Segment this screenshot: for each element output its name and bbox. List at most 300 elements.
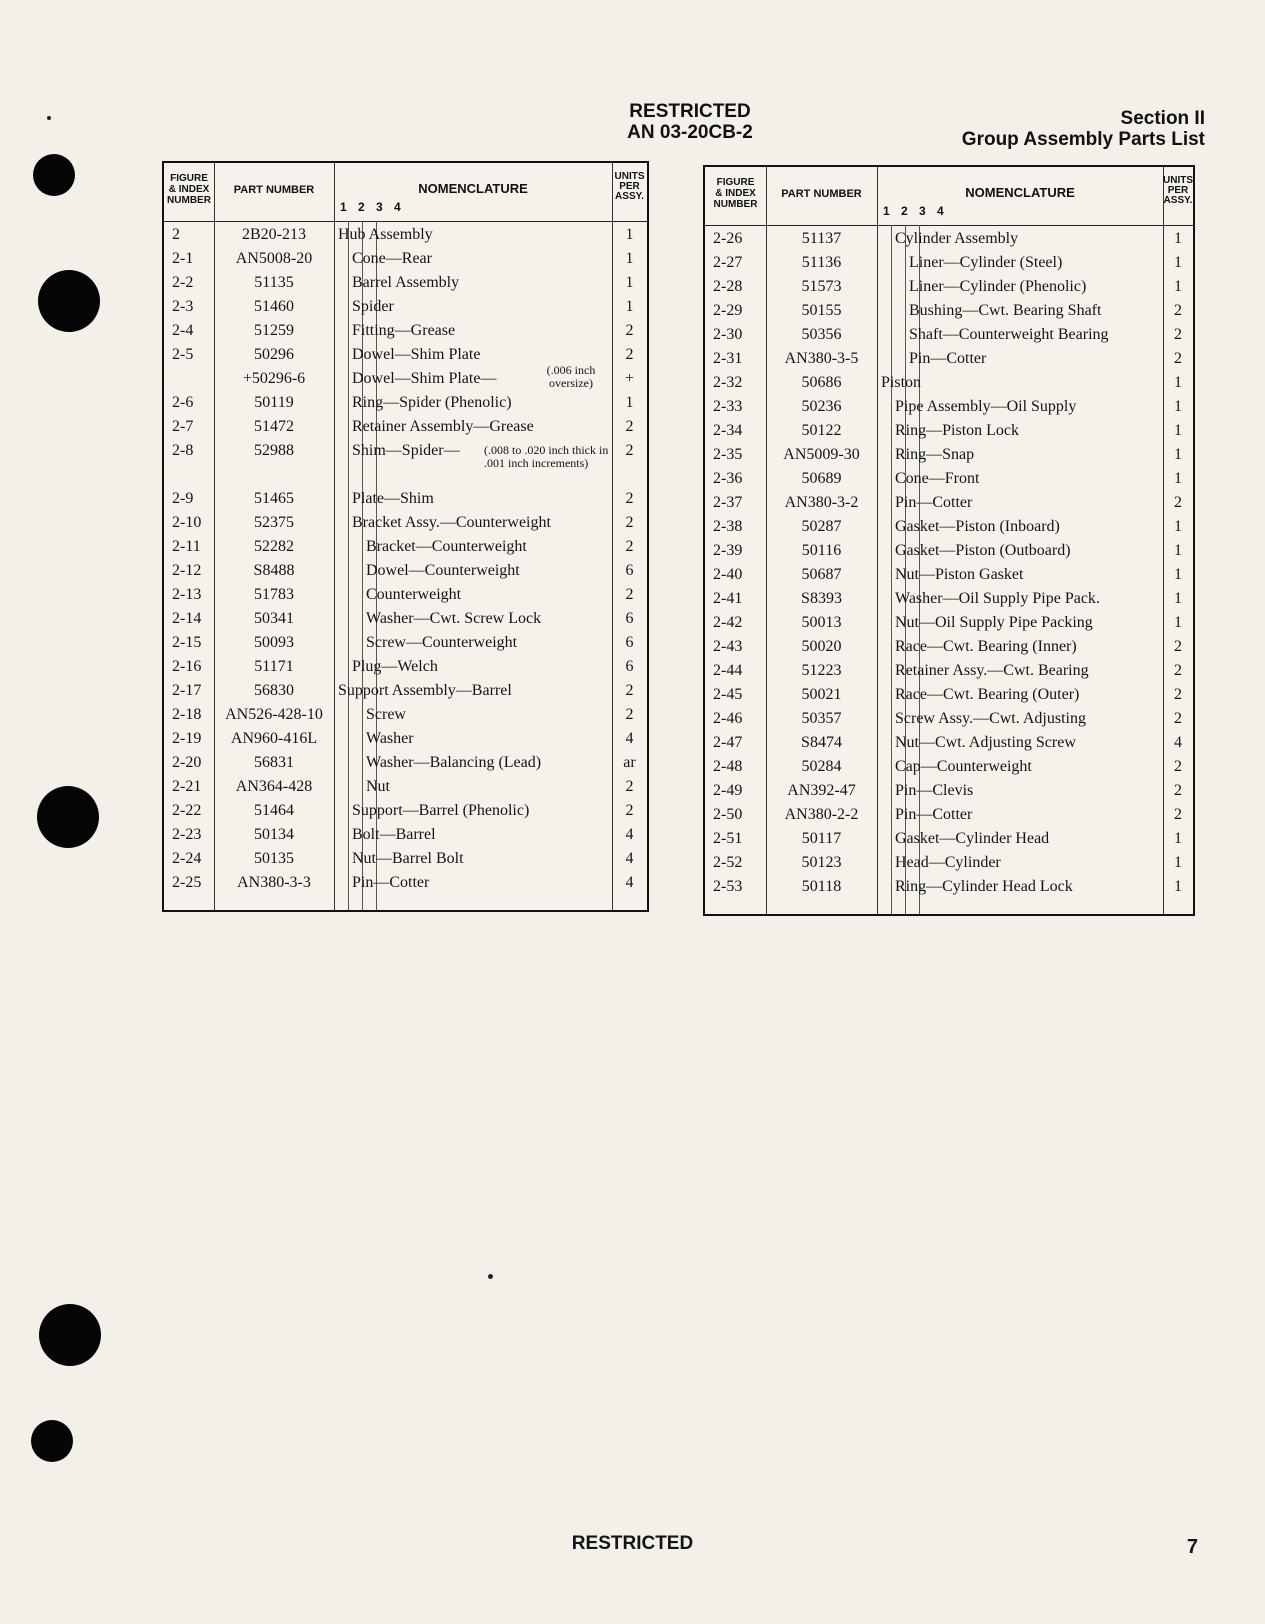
units-per-assembly-cell: 1 — [1174, 422, 1182, 439]
table-row — [705, 275, 1193, 299]
nomenclature-text: Spider — [352, 298, 394, 315]
figure-index-cell — [172, 367, 212, 391]
nomenclature-header: NOMENCLATURE — [965, 185, 1075, 200]
nomenclature-text: Screw—Counterweight — [366, 634, 518, 651]
binder-hole-2 — [38, 270, 100, 332]
figure-index-cell: 2-19 — [172, 730, 202, 747]
figure-index-cell: 2-22 — [172, 802, 202, 819]
nomenclature-note: (.006 inch oversize) — [546, 363, 596, 390]
nomenclature-cell — [352, 871, 429, 895]
units-per-assembly-cell: 2 — [1174, 782, 1182, 799]
nomenclature-cell — [352, 367, 496, 391]
part-number-cell: S8393 — [801, 590, 842, 607]
figure-index-cell: 2-53 — [713, 878, 743, 895]
nomenclature-cell — [352, 487, 434, 511]
nomenclature-cell — [895, 635, 1077, 659]
table-row — [705, 251, 1193, 275]
nomenclature-text: Cone—Rear — [352, 250, 432, 267]
nomenclature-cell — [895, 419, 1019, 443]
nomenclature-cell — [895, 563, 1023, 587]
units-per-assembly-cell: 1 — [625, 226, 634, 243]
part-number-cell: 51259 — [254, 322, 294, 339]
figure-index-cell: 2-50 — [713, 806, 743, 823]
table-row — [705, 419, 1193, 443]
units-per-assembly-cell: 1 — [1174, 590, 1182, 607]
nomenclature-cell — [352, 799, 529, 823]
figure-index-cell: 2-4 — [172, 322, 194, 339]
table-row — [164, 679, 647, 703]
nomenclature-cell — [895, 875, 1073, 899]
units-per-assembly-cell: 2 — [625, 514, 634, 531]
part-number-cell: 50116 — [801, 542, 842, 559]
nomenclature-text: Pipe Assembly—Oil Supply — [895, 398, 1077, 415]
table-row — [705, 803, 1193, 827]
header-text-line: NUMBER — [713, 199, 758, 210]
part-number-cell: 50021 — [801, 686, 842, 703]
units-per-assembly-cell: 2 — [625, 586, 634, 603]
units-per-assembly-cell: 4 — [625, 826, 634, 843]
part-number-cell: 51135 — [254, 274, 294, 291]
nomenclature-cell — [909, 347, 986, 371]
figure-index-cell: 2-51 — [713, 830, 743, 847]
table-row — [164, 487, 647, 511]
figure-index-cell: 2-29 — [713, 302, 743, 319]
units-per-assembly-cell: 6 — [625, 658, 634, 675]
nomenclature-text: Cone—Front — [895, 470, 980, 487]
nomenclature-text: Cylinder Assembly — [895, 230, 1019, 247]
table-row — [164, 247, 647, 271]
nomenclature-text: Pin—Clevis — [895, 782, 974, 799]
units-per-assembly-cell: 1 — [1174, 542, 1182, 559]
part-number-cell: 52988 — [254, 442, 294, 459]
units-per-assembly-cell: 1 — [1174, 854, 1182, 871]
nomenclature-cell — [895, 491, 972, 515]
part-number-cell: AN380-3-3 — [237, 874, 311, 891]
page-number: 7 — [1186, 1536, 1198, 1558]
part-number-cell: 50341 — [254, 610, 294, 627]
figure-index-cell: 2-5 — [172, 346, 194, 363]
part-number-cell: 56830 — [254, 682, 294, 699]
nomenclature-text: Washer—Balancing (Lead) — [366, 754, 542, 771]
part-number-cell: 50119 — [254, 394, 294, 411]
figure-index-cell: 2-34 — [713, 422, 743, 439]
table-row — [705, 707, 1193, 731]
nomenclature-text: Bracket Assy.—Counterweight — [352, 514, 551, 531]
table-row — [164, 391, 647, 415]
table-row — [705, 563, 1193, 587]
figure-index-cell: 2-47 — [713, 734, 743, 751]
figure-index-cell: 2-18 — [172, 706, 202, 723]
table-row — [705, 227, 1193, 251]
figure-index-cell: 2-3 — [172, 298, 194, 315]
part-number-cell: AN960-416L — [230, 730, 318, 747]
units-per-assembly-cell: 2 — [625, 538, 634, 555]
nomenclature-text: Pin—Cotter — [909, 350, 987, 367]
table-row — [164, 703, 647, 727]
units-per-assembly-cell: 1 — [1174, 470, 1182, 487]
nomenclature-text: Screw — [366, 706, 406, 723]
nomenclature-text: Washer—Cwt. Screw Lock — [366, 610, 542, 627]
header-text-line: ASSY. — [615, 191, 644, 202]
nomenclature-text: Support—Barrel (Phenolic) — [352, 802, 530, 819]
nomenclature-text: Bracket—Counterweight — [366, 538, 527, 555]
figure-index-cell: 2-13 — [172, 586, 202, 603]
nomenclature-cell — [366, 631, 517, 655]
nomenclature-cell — [895, 803, 972, 827]
units-per-assembly-cell: 1 — [1174, 518, 1182, 535]
nomenclature-cell — [366, 775, 390, 799]
units-per-assembly-cell: 1 — [1174, 398, 1182, 415]
figure-index-cell: 2-21 — [172, 778, 202, 795]
units-per-assembly-cell: 2 — [625, 706, 634, 723]
units-per-assembly-cell: 2 — [1174, 806, 1182, 823]
units-per-assembly-cell: 1 — [1174, 566, 1182, 583]
header-text-line: UNITS — [1163, 175, 1193, 186]
nomenclature-cell — [895, 395, 1076, 419]
table-row — [705, 779, 1193, 803]
part-number-cell: 50093 — [254, 634, 294, 651]
table-row — [164, 607, 647, 631]
nomenclature-text: Gasket—Piston (Inboard) — [895, 518, 1060, 535]
table-row — [705, 611, 1193, 635]
units-per-assembly-cell: 2 — [625, 802, 634, 819]
nomenclature-cell — [352, 415, 534, 439]
table-row — [164, 655, 647, 679]
part-number-cell: 50357 — [801, 710, 842, 727]
figure-index-cell: 2-39 — [713, 542, 743, 559]
nomenclature-cell — [352, 511, 551, 535]
part-number-cell: 50020 — [801, 638, 842, 655]
binder-hole-3 — [37, 786, 99, 848]
part-number-cell: 52282 — [254, 538, 294, 555]
nomenclature-cell — [366, 607, 541, 631]
part-number-cell: 50117 — [801, 830, 842, 847]
nomenclature-text: Dowel—Shim Plate— — [352, 370, 497, 387]
figure-index-header — [705, 177, 766, 210]
indent-levels-header: 1 2 3 4 — [883, 204, 948, 218]
figure-index-cell: 2-27 — [713, 254, 743, 271]
nomenclature-text: Head—Cylinder — [895, 854, 1001, 871]
restricted-marking: RESTRICTED — [629, 101, 751, 122]
nomenclature-text: Retainer Assembly—Grease — [352, 418, 534, 435]
units-per-assembly-cell: ar — [623, 754, 636, 771]
nomenclature-text: Counterweight — [366, 586, 462, 603]
part-number-cell: +50296-6 — [242, 370, 306, 387]
table-row — [164, 363, 647, 391]
nomenclature-cell — [895, 227, 1018, 251]
part-number-cell: 51171 — [254, 658, 294, 675]
nomenclature-text: Ring—Snap — [895, 446, 975, 463]
table-row — [705, 683, 1193, 707]
binder-hole-5 — [31, 1420, 73, 1462]
units-per-assembly-cell: 2 — [625, 442, 634, 459]
figure-index-cell: 2-28 — [713, 278, 743, 295]
nomenclature-text: Nut—Barrel Bolt — [352, 850, 464, 867]
figure-index-cell: 2-16 — [172, 658, 202, 675]
units-per-assembly-cell: + — [624, 370, 635, 387]
figure-index-cell: 2-32 — [713, 374, 743, 391]
figure-index-cell: 2-52 — [713, 854, 743, 871]
table-row — [164, 271, 647, 295]
nomenclature-cell — [895, 539, 1071, 563]
header-text-line: PER — [619, 181, 640, 192]
units-per-assembly-cell: 6 — [625, 610, 634, 627]
header-text-line: NUMBER — [167, 195, 211, 206]
units-per-assembly-cell: 1 — [1174, 878, 1182, 895]
units-per-assembly-cell: 2 — [1174, 302, 1182, 319]
part-number-cell: 50287 — [801, 518, 842, 535]
units-per-assembly-cell: 1 — [1174, 230, 1182, 247]
nomenclature-text: Dowel—Shim Plate — [352, 346, 481, 363]
units-per-assembly-header — [1163, 176, 1193, 206]
part-number-cell: 52375 — [254, 514, 294, 531]
nomenclature-cell — [909, 323, 1109, 347]
units-per-assembly-cell: 2 — [625, 682, 634, 699]
figure-index-cell: 2-46 — [713, 710, 743, 727]
part-number-header: PART NUMBER — [781, 188, 862, 200]
nomenclature-cell — [352, 823, 436, 847]
table-row — [705, 443, 1193, 467]
nomenclature-text: Barrel Assembly — [352, 274, 460, 291]
nomenclature-cell — [338, 223, 433, 247]
nomenclature-cell — [895, 467, 979, 491]
table-row — [164, 775, 647, 799]
figure-index-cell: 2-49 — [713, 782, 743, 799]
nomenclature-cell — [895, 659, 1089, 683]
units-per-assembly-cell: 1 — [625, 274, 634, 291]
nomenclature-text: Screw Assy.—Cwt. Adjusting — [895, 710, 1086, 727]
table-row — [705, 587, 1193, 611]
units-per-assembly-cell: 1 — [1174, 446, 1182, 463]
nomenclature-text: Nut—Oil Supply Pipe Packing — [895, 614, 1093, 631]
table-row — [705, 827, 1193, 851]
table-row — [164, 559, 647, 583]
units-per-assembly-cell: 1 — [625, 250, 634, 267]
figure-index-cell: 2-45 — [713, 686, 743, 703]
units-per-assembly-cell: 2 — [1174, 662, 1182, 679]
figure-index-cell: 2-40 — [713, 566, 743, 583]
nomenclature-text: Liner—Cylinder (Phenolic) — [909, 278, 1087, 295]
nomenclature-cell — [338, 679, 512, 703]
nomenclature-text: Pin—Cotter — [895, 494, 973, 511]
table-row — [705, 395, 1193, 419]
part-number-cell: 50013 — [801, 614, 842, 631]
part-number-cell: S8488 — [253, 562, 295, 579]
nomenclature-text: Nut—Cwt. Adjusting Screw — [895, 734, 1076, 751]
nomenclature-text: Piston — [881, 374, 922, 391]
figure-index-cell: 2-12 — [172, 562, 202, 579]
table-row — [164, 727, 647, 751]
nomenclature-text: Race—Cwt. Bearing (Inner) — [895, 638, 1077, 655]
part-number-cell: 50118 — [801, 878, 842, 895]
header-text-line: FIGURE — [716, 177, 755, 188]
header-text-line: FIGURE — [170, 173, 208, 184]
nomenclature-text: Washer—Oil Supply Pipe Pack. — [895, 590, 1100, 607]
nomenclature-cell — [352, 847, 464, 871]
table-row — [164, 799, 647, 823]
nomenclature-cell — [366, 535, 527, 559]
nomenclature-header: NOMENCLATURE — [418, 181, 528, 196]
section-subtitle: Group Assembly Parts List — [961, 129, 1205, 150]
units-per-assembly-cell: 2 — [625, 346, 634, 363]
units-per-assembly-cell: 2 — [625, 778, 634, 795]
figure-index-cell: 2-36 — [713, 470, 743, 487]
part-number-header: PART NUMBER — [233, 184, 315, 196]
table-row — [705, 755, 1193, 779]
part-number-cell: 50236 — [801, 398, 842, 415]
units-per-assembly-cell: 1 — [1174, 830, 1182, 847]
table-row — [705, 491, 1193, 515]
nomenclature-cell — [352, 247, 432, 271]
speck-mark — [488, 1274, 493, 1279]
figure-index-cell: 2-37 — [713, 494, 743, 511]
nomenclature-text: Cap—Counterweight — [895, 758, 1032, 775]
nomenclature-cell — [352, 271, 459, 295]
figure-index-cell: 2-24 — [172, 850, 202, 867]
figure-index-cell: 2-2 — [172, 274, 194, 291]
part-number-cell: 50689 — [801, 470, 842, 487]
nomenclature-text: Shaft—Counterweight Bearing — [909, 326, 1109, 343]
figure-index-cell: 2-6 — [172, 394, 194, 411]
nomenclature-cell — [895, 827, 1049, 851]
figure-index-cell: 2-11 — [172, 538, 201, 555]
table-row — [705, 659, 1193, 683]
header-text-line: & INDEX — [168, 184, 210, 195]
part-number-cell: 51136 — [801, 254, 842, 271]
part-number-cell: 50155 — [801, 302, 842, 319]
nomenclature-text: Nut — [366, 778, 390, 795]
nomenclature-text: Retainer Assy.—Cwt. Bearing — [895, 662, 1089, 679]
figure-index-cell: 2-1 — [172, 250, 194, 267]
part-number-cell: 50687 — [801, 566, 842, 583]
nomenclature-cell — [909, 299, 1101, 323]
nomenclature-text: Pin—Cotter — [895, 806, 973, 823]
nomenclature-cell — [881, 371, 921, 395]
table-row — [705, 515, 1193, 539]
part-number-cell: 50122 — [801, 422, 842, 439]
part-number-cell: S8474 — [801, 734, 842, 751]
nomenclature-cell — [352, 391, 512, 415]
part-number-cell: 50284 — [801, 758, 842, 775]
figure-index-cell: 2-15 — [172, 634, 202, 651]
table-row — [164, 583, 647, 607]
part-number-cell: AN380-3-5 — [784, 350, 859, 367]
table-row — [164, 415, 647, 439]
nomenclature-cell — [366, 583, 461, 607]
figure-index-cell: 2-17 — [172, 682, 202, 699]
nomenclature-text: Liner—Cylinder (Steel) — [909, 254, 1063, 271]
table-row — [705, 635, 1193, 659]
figure-index-cell: 2-25 — [172, 874, 202, 891]
nomenclature-cell — [352, 295, 394, 319]
part-number-cell: 51783 — [254, 586, 294, 603]
part-number-cell: 51464 — [254, 802, 294, 819]
figure-index-cell: 2-14 — [172, 610, 202, 627]
table-row — [705, 731, 1193, 755]
nomenclature-cell — [895, 755, 1032, 779]
figure-index-cell: 2-10 — [172, 514, 202, 531]
part-number-cell: 56831 — [254, 754, 294, 771]
table-row — [705, 347, 1193, 371]
part-number-cell: 50356 — [801, 326, 842, 343]
nomenclature-cell — [895, 851, 1001, 875]
nomenclature-text: Ring—Cylinder Head Lock — [895, 878, 1073, 895]
units-per-assembly-cell: 4 — [625, 730, 634, 747]
figure-index-cell: 2-43 — [713, 638, 743, 655]
part-number-cell: 50296 — [254, 346, 294, 363]
nomenclature-cell — [366, 751, 541, 775]
part-number-cell: 51573 — [801, 278, 842, 295]
header-text-line: PER — [1167, 185, 1189, 196]
figure-index-cell: 2-42 — [713, 614, 743, 631]
document-header-right — [962, 108, 1205, 150]
figure-index-cell: 2-38 — [713, 518, 743, 535]
nomenclature-cell — [366, 559, 520, 583]
document-number: AN 03-20CB-2 — [627, 122, 753, 143]
nomenclature-cell — [909, 251, 1062, 275]
nomenclature-cell — [895, 587, 1100, 611]
binder-hole-1 — [33, 154, 75, 196]
figure-index-cell: 2-20 — [172, 754, 202, 771]
table-row — [164, 631, 647, 655]
figure-index-cell: 2-33 — [713, 398, 743, 415]
table-row — [705, 875, 1193, 899]
figure-index-cell: 2-35 — [713, 446, 743, 463]
figure-index-cell: 2-48 — [713, 758, 743, 775]
nomenclature-text: Ring—Piston Lock — [895, 422, 1020, 439]
figure-index-cell: 2-26 — [713, 230, 743, 247]
units-per-assembly-cell: 1 — [1174, 254, 1182, 271]
figure-index-cell: 2 — [172, 226, 180, 243]
nomenclature-text: Shim—Spider— — [352, 442, 460, 459]
units-per-assembly-cell: 2 — [625, 322, 634, 339]
units-per-assembly-cell: 2 — [1174, 758, 1182, 775]
nomenclature-text: Gasket—Cylinder Head — [895, 830, 1050, 847]
units-per-assembly-cell: 1 — [1174, 374, 1182, 391]
part-number-cell: 51465 — [254, 490, 294, 507]
nomenclature-cell — [895, 443, 974, 467]
units-per-assembly-cell: 1 — [1174, 278, 1182, 295]
table-row — [705, 467, 1193, 491]
units-per-assembly-cell: 4 — [625, 874, 634, 891]
units-per-assembly-cell: 2 — [1174, 326, 1182, 343]
table-row — [164, 511, 647, 535]
table-row — [705, 851, 1193, 875]
table-row — [705, 299, 1193, 323]
table-header — [705, 167, 1193, 226]
nomenclature-cell — [895, 515, 1060, 539]
units-per-assembly-cell: 2 — [625, 418, 634, 435]
table-row — [164, 319, 647, 343]
nomenclature-text: Plate—Shim — [352, 490, 434, 507]
units-per-assembly-cell: 2 — [1174, 710, 1182, 727]
nomenclature-text: Bushing—Cwt. Bearing Shaft — [909, 302, 1102, 319]
part-number-cell: 51137 — [801, 230, 842, 247]
nomenclature-text: Hub Assembly — [338, 226, 433, 243]
units-per-assembly-cell: 6 — [625, 634, 634, 651]
part-number-cell: AN380-3-2 — [784, 494, 859, 511]
units-per-assembly-cell: 2 — [1174, 350, 1182, 367]
part-number-cell: 50134 — [254, 826, 294, 843]
part-number-cell: 51460 — [254, 298, 294, 315]
table-row — [164, 751, 647, 775]
nomenclature-cell — [909, 275, 1086, 299]
nomenclature-text: Ring—Spider (Phenolic) — [352, 394, 512, 411]
nomenclature-text: Washer — [366, 730, 414, 747]
nomenclature-text: Fitting—Grease — [352, 322, 456, 339]
part-number-cell: AN392-47 — [787, 782, 856, 799]
part-number-cell: 50123 — [801, 854, 842, 871]
